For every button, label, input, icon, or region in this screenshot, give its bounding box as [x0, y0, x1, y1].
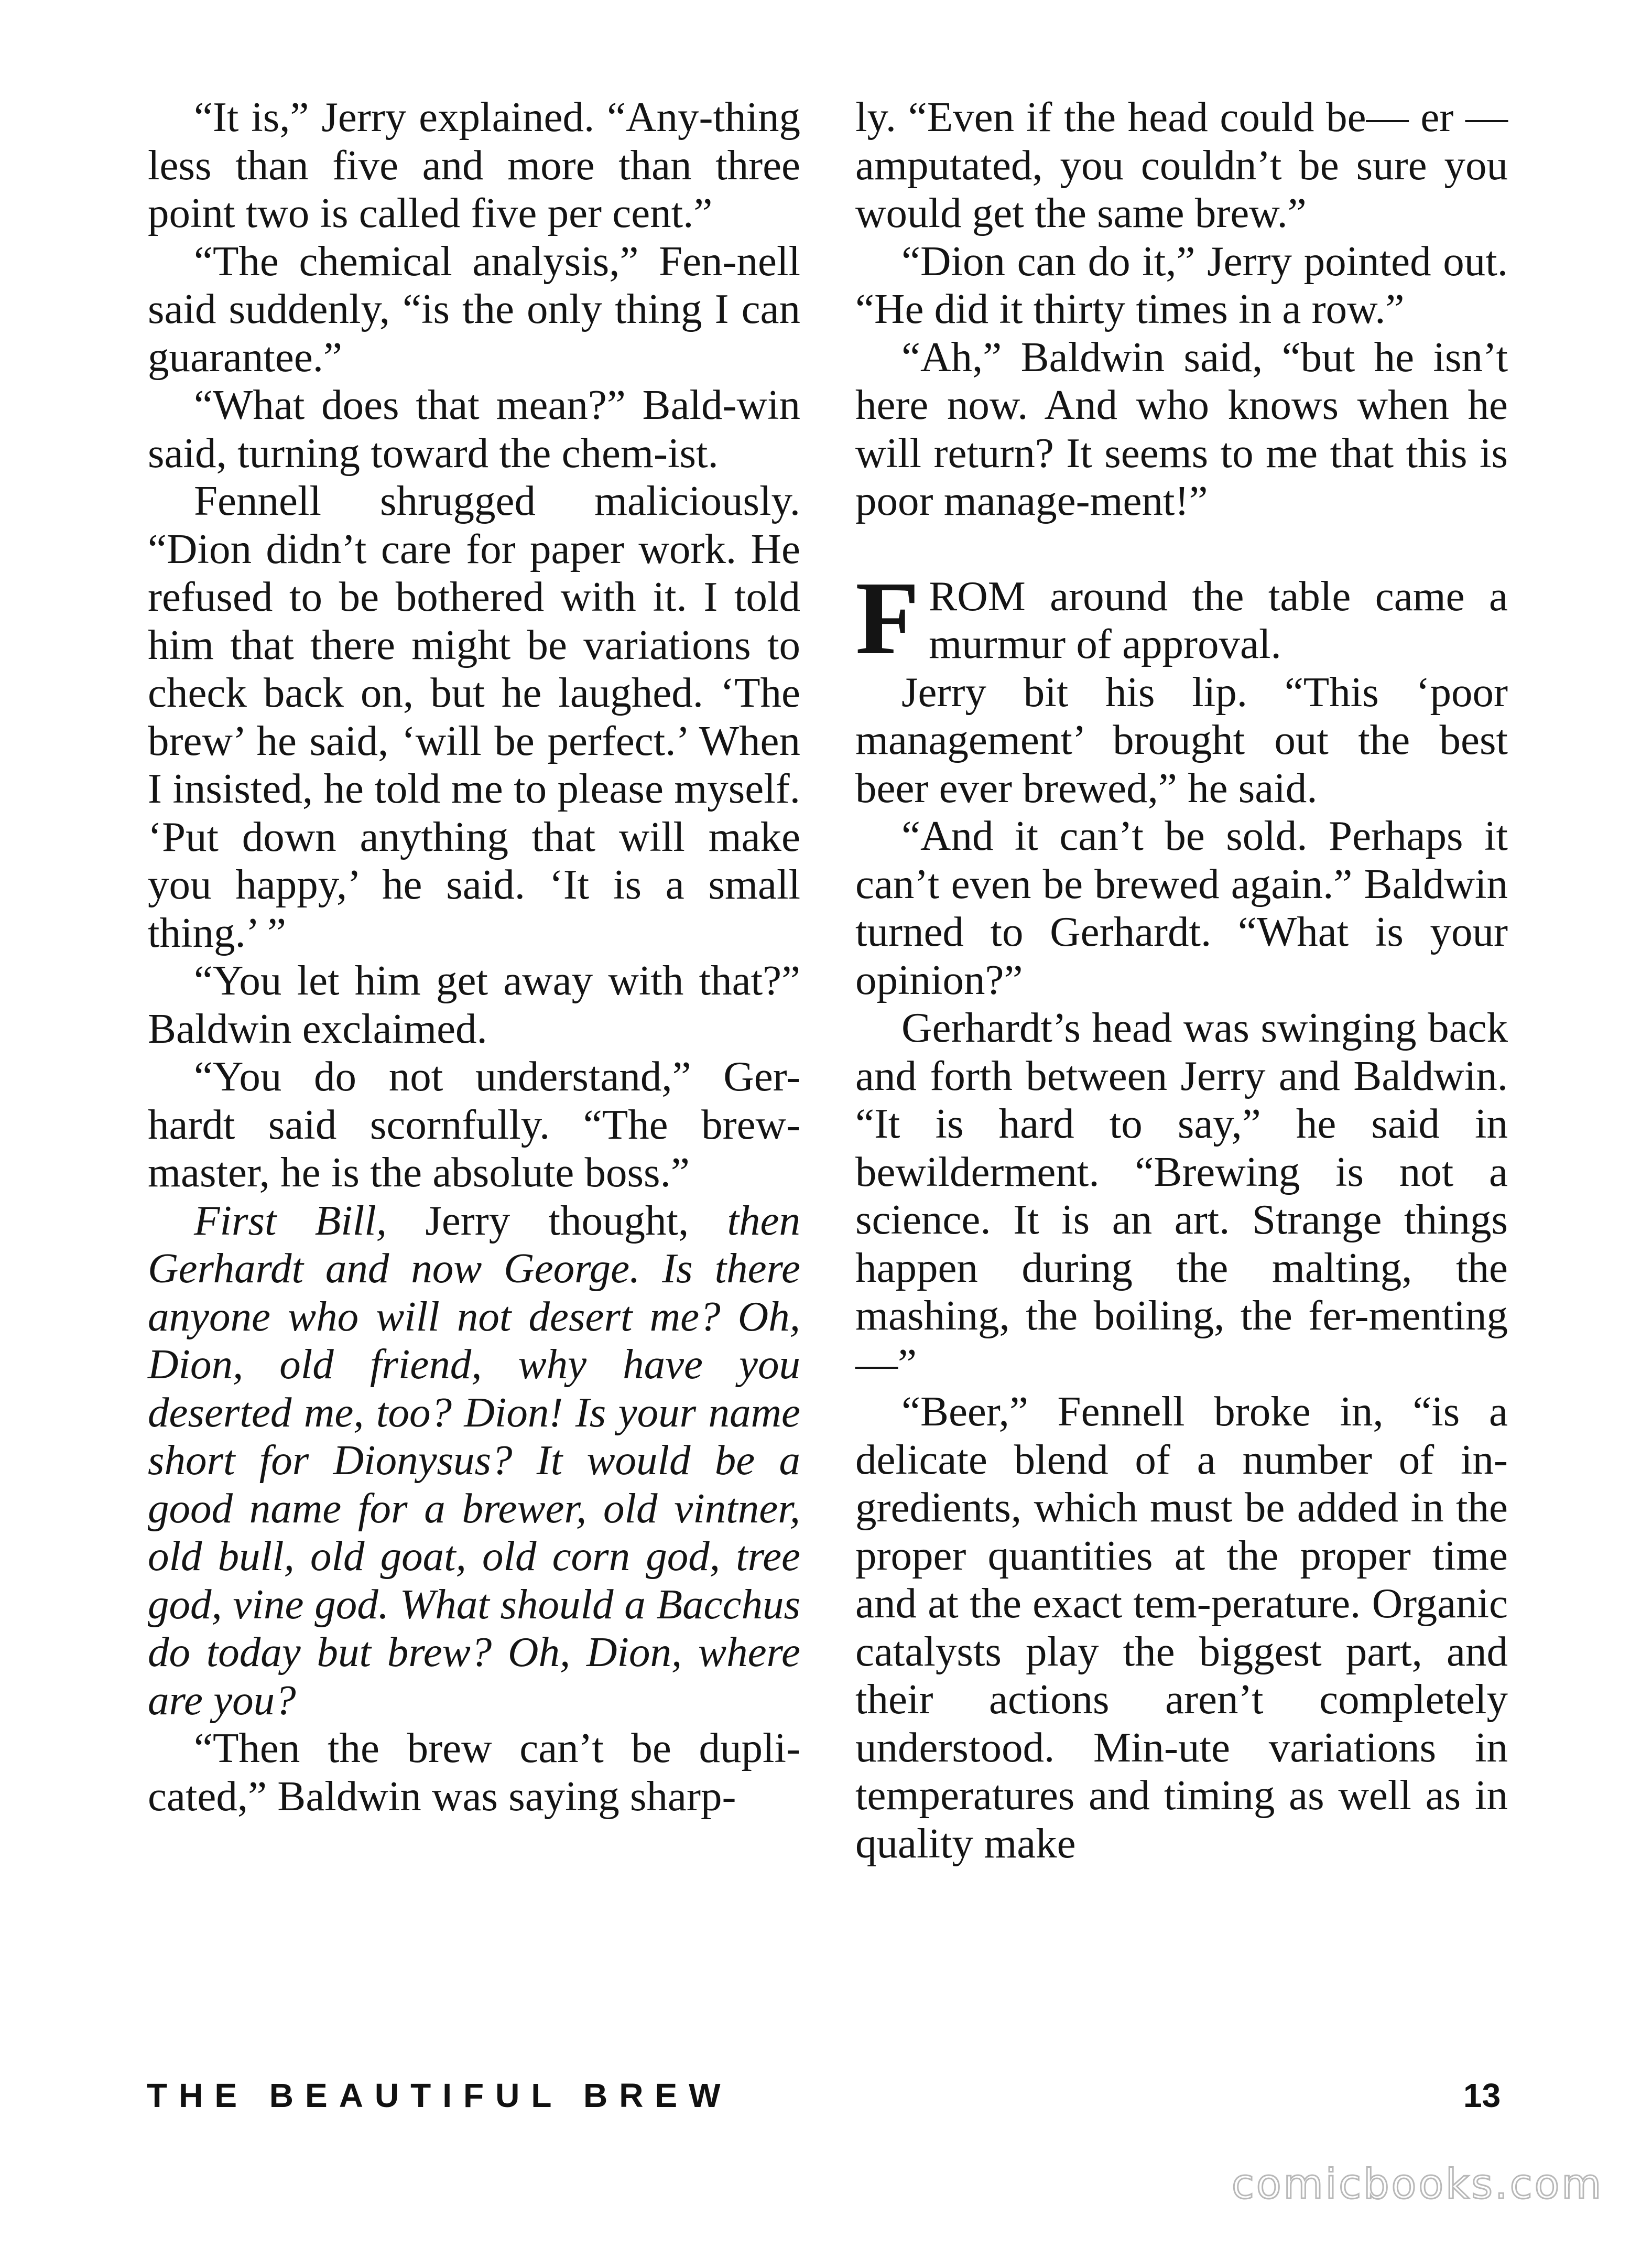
paragraph: “You let him get away with that?” Baldwin exclaimed. [148, 957, 800, 1052]
paragraph: “The chemical analysis,” Fen-nell said suddenly, “is the only thing I can guarantee.” [148, 237, 800, 381]
paragraph: “What does that mean?” Bald-win said, turning toward the chem-ist. [148, 381, 800, 477]
small-caps-lead: ROM [929, 572, 1026, 620]
paragraph: “Dion can do it,” Jerry pointed out. “He did it thirty times in a row.” [855, 237, 1508, 332]
paragraph: Fennell shrugged maliciously. “Dion didn’t care for paper work. He refused to be bothered with it. I told him that there might be variations to check back on, but he laughed. ‘The brew’ he said, ‘will be perfect.’ When I insisted, he told me to please myself. ‘Put down anything that will make you happy,’ he said. ‘It is a small thing.’ ” [148, 477, 800, 956]
page-number: 13 [1463, 2077, 1501, 2114]
watermark: comicbooks.com [1232, 2161, 1604, 2208]
paragraph: “Then the brew can’t be dupli-cated,” Baldwin was saying sharp- [148, 1724, 800, 1820]
paragraph: Gerhardt’s head was swinging back and forth between Jerry and Baldwin. “It is hard to say,” he said in bewilderment. “Brewing is not a science. It is an art. Strange things happen during the malting, the mashing, the boiling, the fer-menting—” [855, 1004, 1508, 1387]
left-column [148, 93, 800, 1820]
paragraph: Jerry bit his lip. “This ‘poor management’ brought out the best beer ever brewed,” he said. [855, 668, 1508, 812]
drop-cap: F [855, 560, 920, 676]
running-footer-title: THE BEAUTIFUL BREW [147, 2077, 732, 2114]
right-column [855, 93, 1508, 1867]
paragraph: “And it can’t be sold. Perhaps it can’t even be brewed again.” Baldwin turned to Gerhardt. “What is your opinion?” [855, 812, 1508, 1003]
paragraph-text: around the table came a murmur of approval. [929, 572, 1508, 667]
thought-start: First Bill, [194, 1196, 387, 1244]
paragraph-continued: ly. “Even if the head could be— er — amputated, you couldn’t be sure you would get the same brew.” [855, 93, 1508, 236]
italic-thought-paragraph [148, 1197, 800, 1725]
paragraph: “You do not understand,” Ger-hardt said scornfully. “The brew-master, he is the absolute boss.” [148, 1053, 800, 1196]
section-opening-paragraph [855, 560, 1508, 676]
paragraph: “Beer,” Fennell broke in, “is a delicate blend of a number of in-gredients, which must be added in the proper quantities at the proper time and at the exact tem-perature. Organic catalysts play the biggest part, and their actions aren’t completely understood. Min-ute variations in temperatures and timing as well as in quality make [855, 1388, 1508, 1867]
thought-text: then Gerhardt and now George. Is there anyone who will not desert me? Oh, Dion, old friend, why have you deserted me, too? Dion! Is your name short for Dionysus? It would be a good name for a brewer, old vintner, old bull, old goat, old corn god, tree god, vine god. What should a Bacchus do today but brew? Oh, Dion, where are you? [148, 1196, 800, 1724]
thought-attribution: Jerry thought, [387, 1196, 727, 1244]
paragraph: “It is,” Jerry explained. “Any-thing less than five and more than three point two is called five per cent.” [148, 93, 800, 236]
paragraph: “Ah,” Baldwin said, “but he isn’t here now. And who knows when he will return? It seems to me that this is poor manage-ment!” [855, 333, 1508, 524]
